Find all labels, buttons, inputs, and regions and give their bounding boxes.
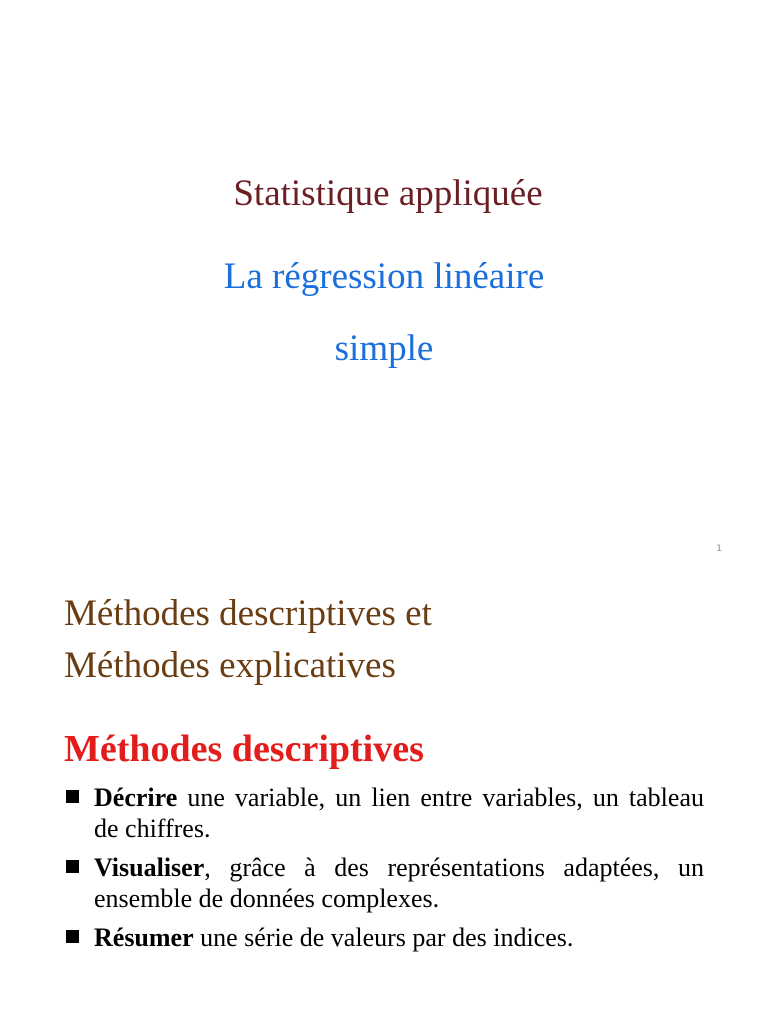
bullet-text: , grâce à des représentations adaptées, un ensemble de données complexes. [94, 853, 704, 913]
bullet-keyword: Résumer [94, 923, 194, 952]
square-bullet-icon [66, 930, 79, 943]
bullet-text: une variable, un lien entre variables, un tableau de chiffres. [94, 783, 704, 843]
bullet-keyword: Visualiser [94, 853, 205, 882]
slide-subtitle-line-2: simple [334, 328, 434, 369]
bullet-item [64, 782, 704, 844]
slide-subtitle-line-1: La régression linéaire [223, 256, 545, 297]
slide-2 [0, 560, 768, 1024]
page-number: 1 [716, 544, 722, 554]
slide-heading [64, 588, 432, 692]
slide-heading-line-1: Méthodes descriptives et [64, 593, 432, 634]
section-subheading: Méthodes descriptives [64, 728, 424, 770]
square-bullet-icon [66, 790, 79, 803]
bullet-item [64, 852, 704, 914]
bullet-keyword: Décrire [94, 783, 178, 812]
square-bullet-icon [66, 860, 79, 873]
bullet-item [64, 922, 704, 953]
slide-heading-line-2: Méthodes explicatives [64, 645, 396, 686]
slide-title: Statistique appliquée [233, 173, 543, 214]
bullet-text: une série de valeurs par des indices. [193, 923, 574, 952]
bullet-list [64, 782, 704, 961]
